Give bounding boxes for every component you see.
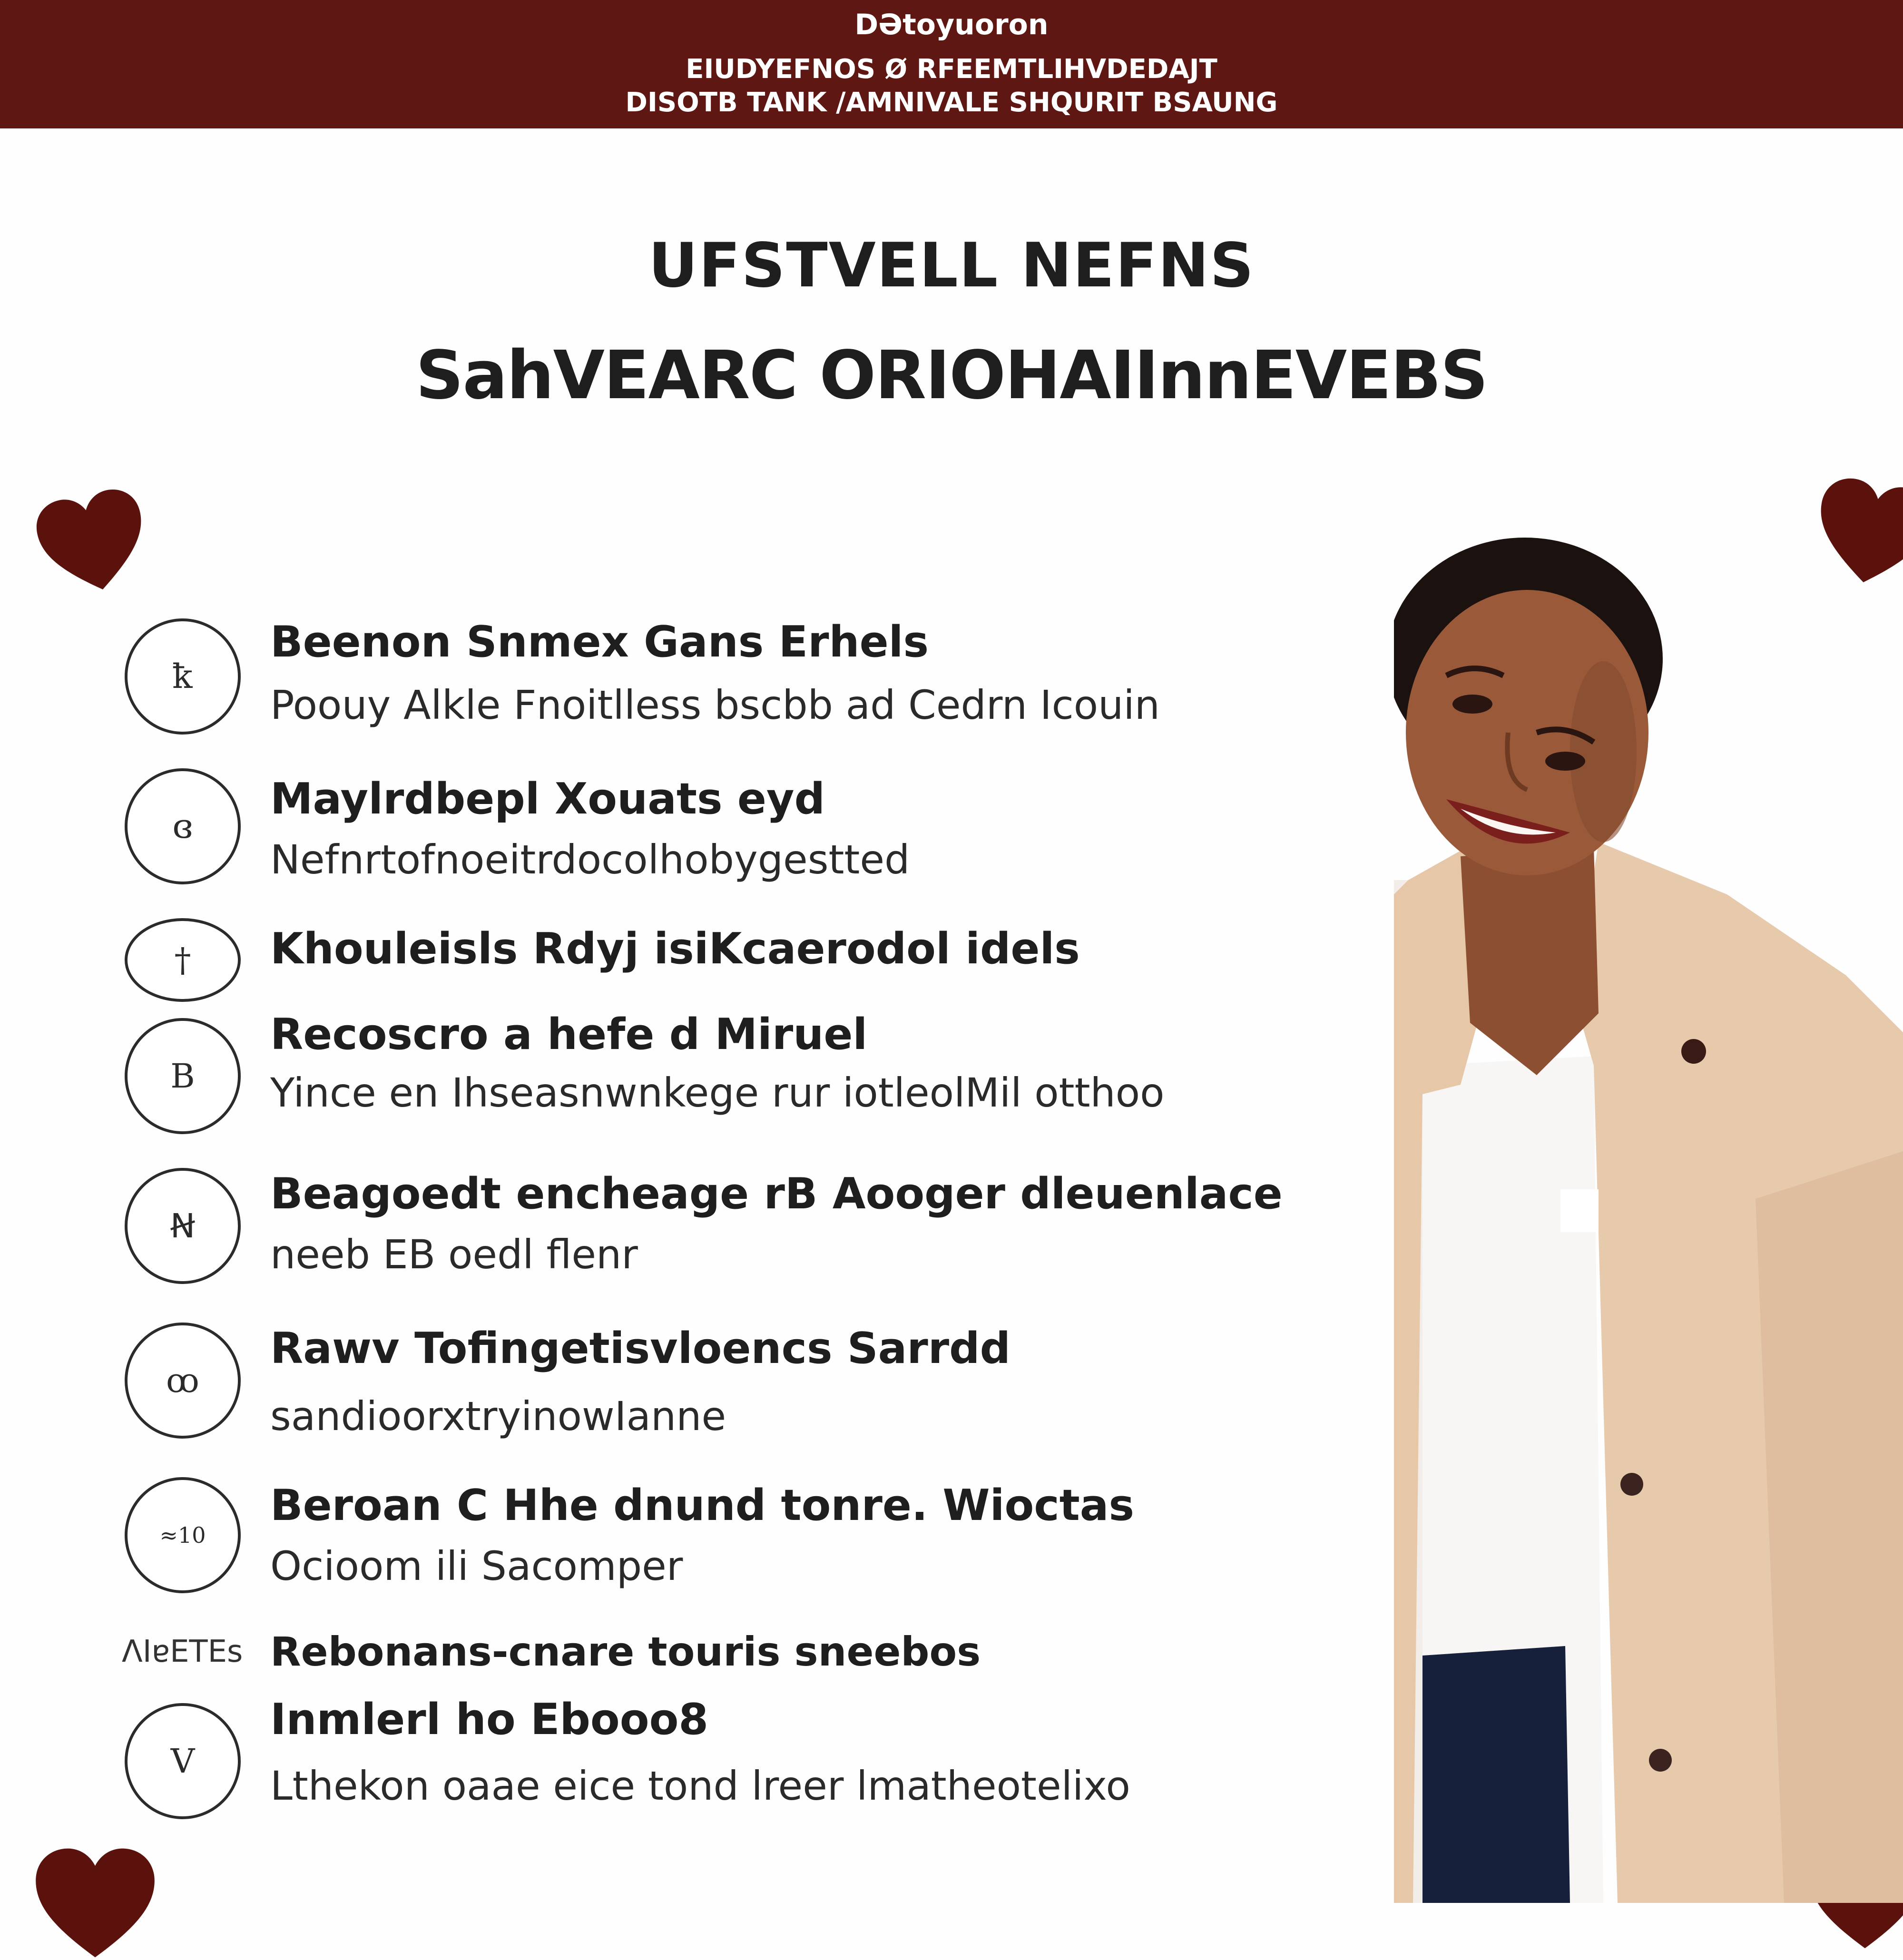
item-9-icon: V [125,1703,241,1819]
button [1620,1473,1643,1496]
heart-icon [29,480,157,605]
item-8-side-label: ΛIɐETEs [122,1634,243,1669]
item-2-desc: Nefnrtofnoeitrdocolhobygestted [270,836,910,883]
page-title: UFSTVELL NEFNS [648,230,1255,301]
face-shade [1570,661,1637,842]
button [1649,1749,1672,1772]
item-3-title: Khouleisls Rdyj isiKcaerodol idels [270,924,1080,974]
banner-line-2: EIUDYEFNOS Ø RFEEMTLIHVDEDAJT [686,54,1217,85]
page-subtitle: SahVEARC ORIOHAIInnEVEBS [415,337,1488,414]
left-eye [1452,695,1492,714]
item-6-icon: ꝏ [125,1323,241,1439]
item-4-icon: B [125,1018,241,1134]
item-4-title: Recoscro a hefe d Miruel [270,1009,868,1059]
item-2-icon: ɞ [125,768,241,884]
item-5-icon: Ꞥ [125,1168,241,1284]
collar-tab [1560,1189,1599,1232]
right-eye [1545,752,1585,771]
portrait-image [1394,533,1903,1903]
heart-icon [33,1846,157,1960]
item-1-icon: ꝁ [125,618,241,735]
item-1-title: Beenon Snmex Gans Erhels [270,617,929,667]
item-5-title: Beagoedt encheage rB Aooger dleuenlace [270,1169,1283,1219]
item-9-desc: Lthekon oaae eice tond lreer lmatheotelixo [270,1763,1130,1809]
item-6-desc: sandioorxtryinowIanne [270,1393,726,1440]
item-5-desc: neeb EB oedl flenr [270,1231,638,1278]
item-7-icon: ≈10 [125,1477,241,1593]
item-7-title: Beroan C Hhe dnund tonre. Wioctas [270,1480,1135,1530]
item-1-desc: Poouy Alkle Fnoitlless bscbb ad Cedrn Icouin [270,682,1160,728]
top-banner [0,0,1903,128]
pin [1681,1039,1706,1064]
item-7-desc: Ocioom ili Sacomper [270,1543,683,1589]
item-3-icon: † [125,918,241,1002]
item-6-title: Rawv Tofingetisvloencs Sarrdd [270,1323,1011,1373]
pants [1422,1646,1570,1903]
item-4-desc: Yince en Ihseasnwnkege rur iotleolMil otthoo [270,1069,1165,1116]
banner-line-1: DƏtoyuoron [854,8,1049,41]
item-2-title: Maylrdbepl Xouats eyd [270,774,825,824]
item-8-title: Rebonans-cnare touris sneebos [270,1628,981,1675]
neck [1461,847,1599,1075]
banner-line-3: DISOTB TANK /AMNIVALE SHQURIT BSAUNG [625,87,1278,118]
item-9-title: Inmlerl ho Ebooo8 [270,1695,709,1744]
